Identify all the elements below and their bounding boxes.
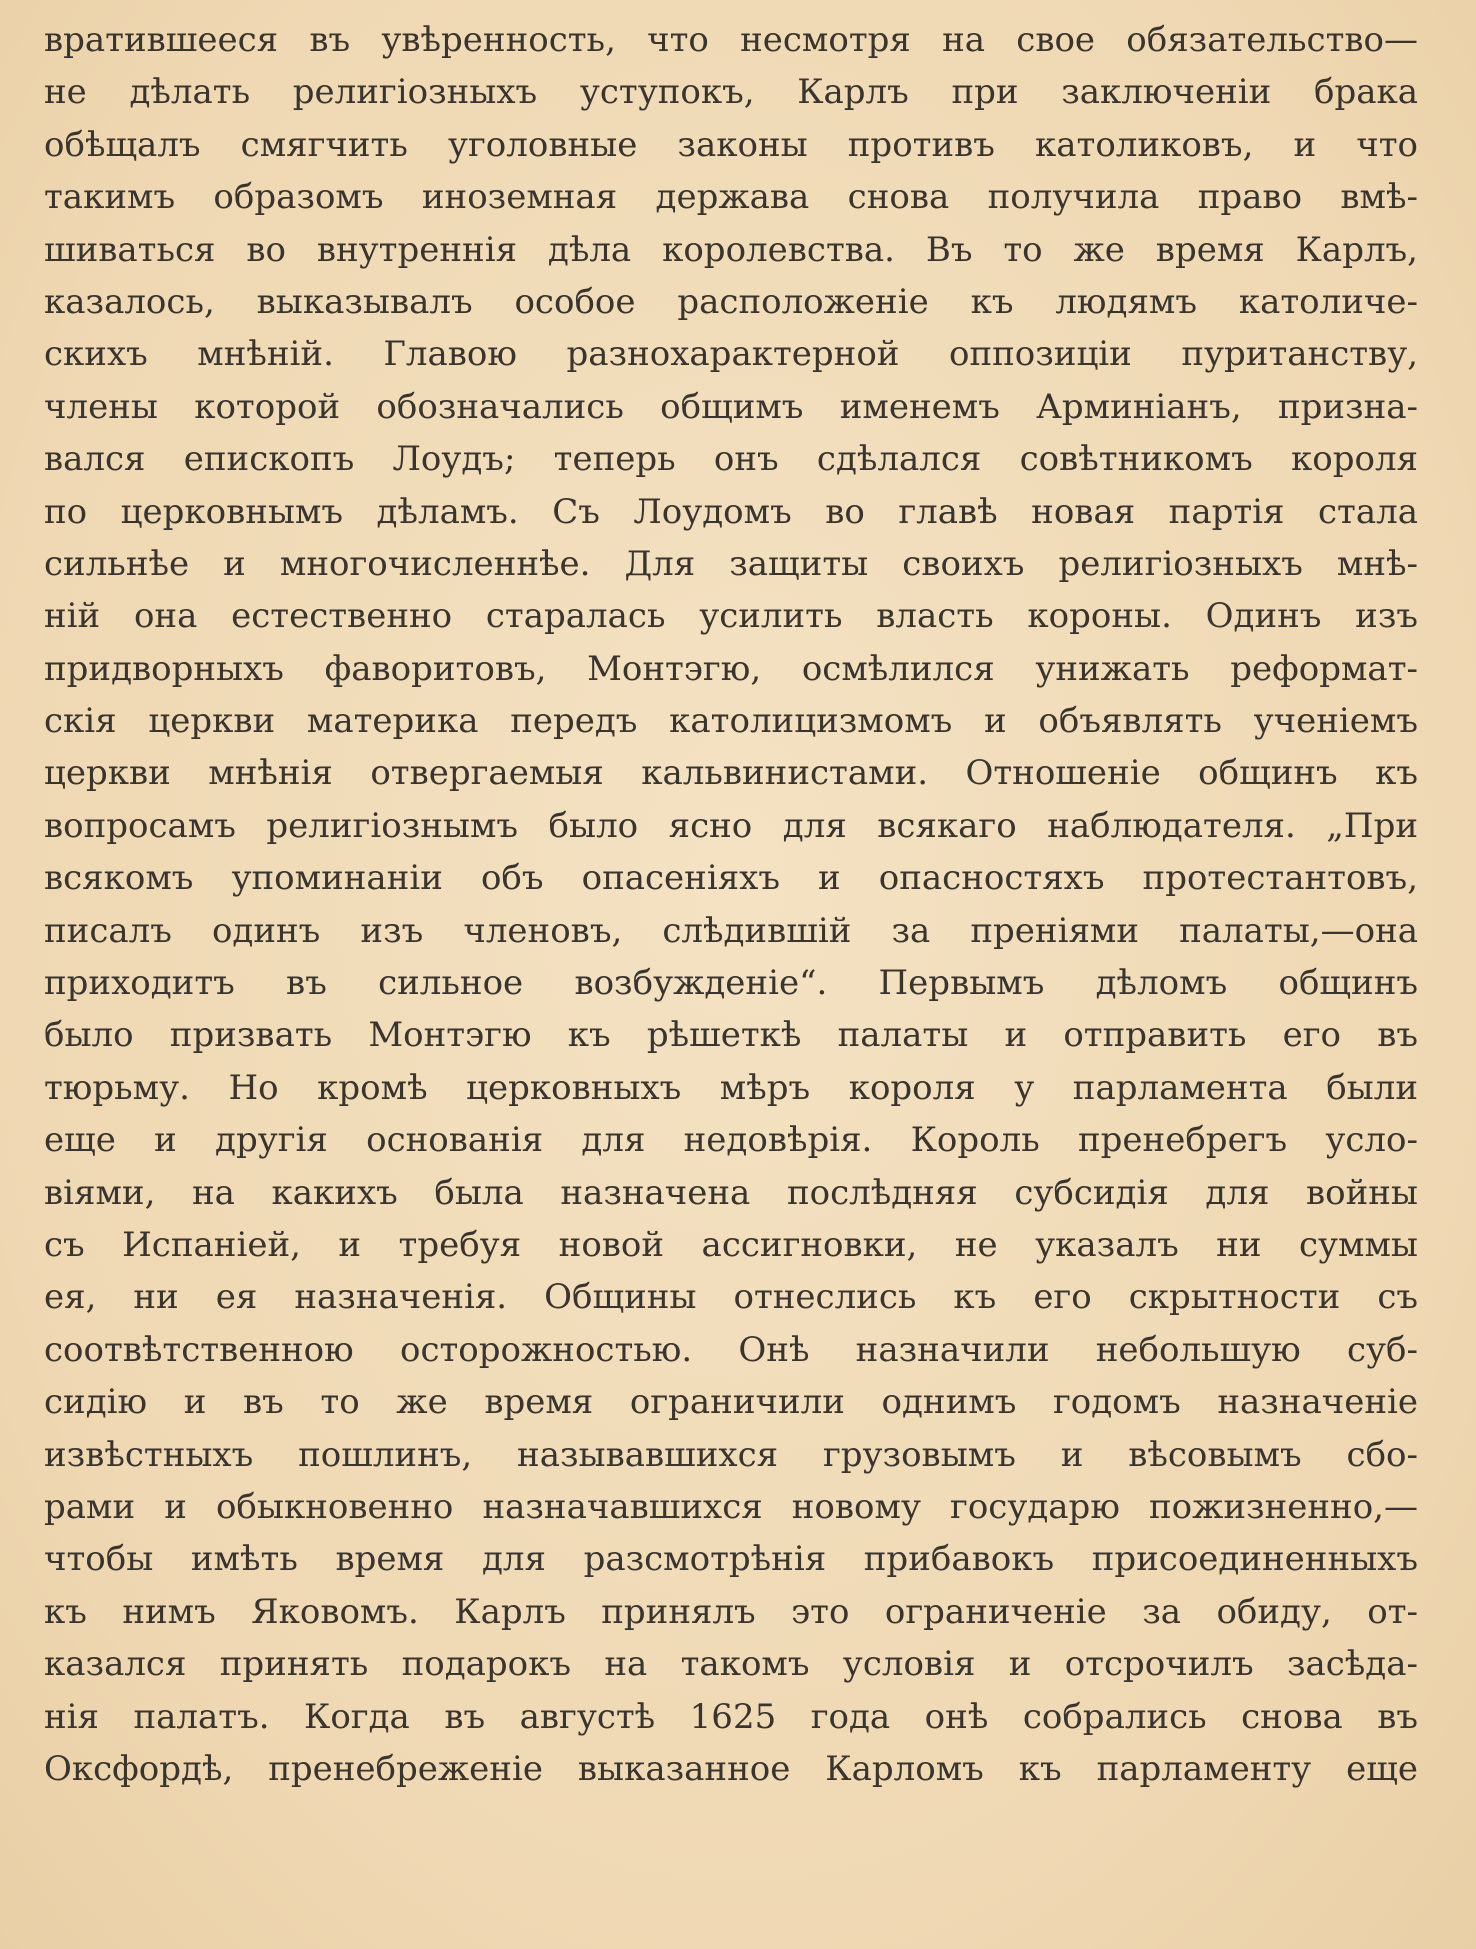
text-line: еще и другія основанія для недовѣрія. Король пренебрегъ усло- (44, 1120, 1418, 1161)
text-line: чтобы имѣть время для разсмотрѣнія прибавокъ присоединенныхъ (44, 1539, 1418, 1580)
text-line: по церковнымъ дѣламъ. Съ Лоудомъ во главѣ новая партія стала (44, 491, 1418, 532)
text-line: сильнѣе и многочисленнѣе. Для защиты своихъ религіозныхъ мнѣ- (44, 543, 1418, 584)
text-line: казалось, выказывалъ особое расположеніе къ людямъ католиче- (44, 281, 1418, 322)
text-line: къ нимъ Яковомъ. Карлъ принялъ это ограниченіе за обиду, от- (44, 1591, 1418, 1632)
body-text (44, 14, 1418, 1795)
text-line: соотвѣтственною осторожностью. Онѣ назначили небольшую суб- (44, 1329, 1418, 1370)
text-line: обѣщалъ смягчить уголовные законы противъ католиковъ, и что (44, 124, 1418, 165)
text-line: нія палатъ. Когда въ августѣ 1625 года онѣ собрались снова въ (44, 1696, 1418, 1737)
text-line: Оксфордѣ, пренебреженіе выказанное Карломъ къ парламенту еще (44, 1748, 1418, 1789)
text-line: скихъ мнѣній. Главою разнохарактерной оппозиціи пуританству, (44, 334, 1418, 375)
text-line: члены которой обозначались общимъ именемъ Арминіанъ, призна- (44, 386, 1418, 427)
text-line: ея, ни ея назначенія. Общины отнеслись къ его скрытности съ (44, 1277, 1418, 1318)
text-line: съ Испаніей, и требуя новой ассигновки, не указалъ ни суммы (44, 1224, 1418, 1265)
text-line: ній она естественно старалась усилить власть короны. Одинъ изъ (44, 596, 1418, 637)
text-line: придворныхъ фаворитовъ, Монтэгю, осмѣлился унижать реформат- (44, 648, 1418, 689)
text-line: всякомъ упоминаніи объ опасеніяхъ и опасностяхъ протестантовъ, (44, 858, 1418, 899)
text-line: вопросамъ религіознымъ было ясно для всякаго наблюдателя. „При (44, 805, 1418, 846)
text-line: такимъ образомъ иноземная держава снова получила право вмѣ- (44, 177, 1418, 218)
text-line: писалъ одинъ изъ членовъ, слѣдившій за преніями палаты,—она (44, 910, 1418, 951)
text-line: вратившееся въ увѣренность, что несмотря на свое обязательство— (44, 20, 1418, 60)
text-line: сидію и въ то же время ограничили однимъ годомъ назначеніе (44, 1382, 1418, 1423)
text-line: вался епископъ Лоудъ; теперь онъ сдѣлался совѣтникомъ короля (44, 439, 1418, 480)
text-line: извѣстныхъ пошлинъ, называвшихся грузовымъ и вѣсовымъ сбо- (44, 1434, 1418, 1475)
text-line: было призвать Монтэгю къ рѣшеткѣ палаты и отправить его въ (44, 1015, 1418, 1056)
text-line: не дѣлать религіозныхъ уступокъ, Карлъ при заключеніи брака (44, 72, 1418, 113)
text-line: рами и обыкновенно назначавшихся новому государю пожизненно,— (44, 1486, 1418, 1527)
text-line: тюрьму. Но кромѣ церковныхъ мѣръ короля у парламента были (44, 1067, 1418, 1108)
text-line: віями, на какихъ была назначена послѣдняя субсидія для войны (44, 1172, 1418, 1213)
text-line: шиваться во внутреннія дѣла королевства. Въ то же время Карлъ, (44, 229, 1418, 270)
text-line: казался принять подарокъ на такомъ условія и отсрочилъ засѣда- (44, 1644, 1418, 1685)
text-line: приходитъ въ сильное возбужденіе“. Первымъ дѣломъ общинъ (44, 963, 1418, 1004)
text-line: церкви мнѣнія отвергаемыя кальвинистами. Отношеніе общинъ къ (44, 753, 1418, 794)
text-line: скія церкви материка передъ католицизмомъ и объявлять ученіемъ (44, 701, 1418, 742)
